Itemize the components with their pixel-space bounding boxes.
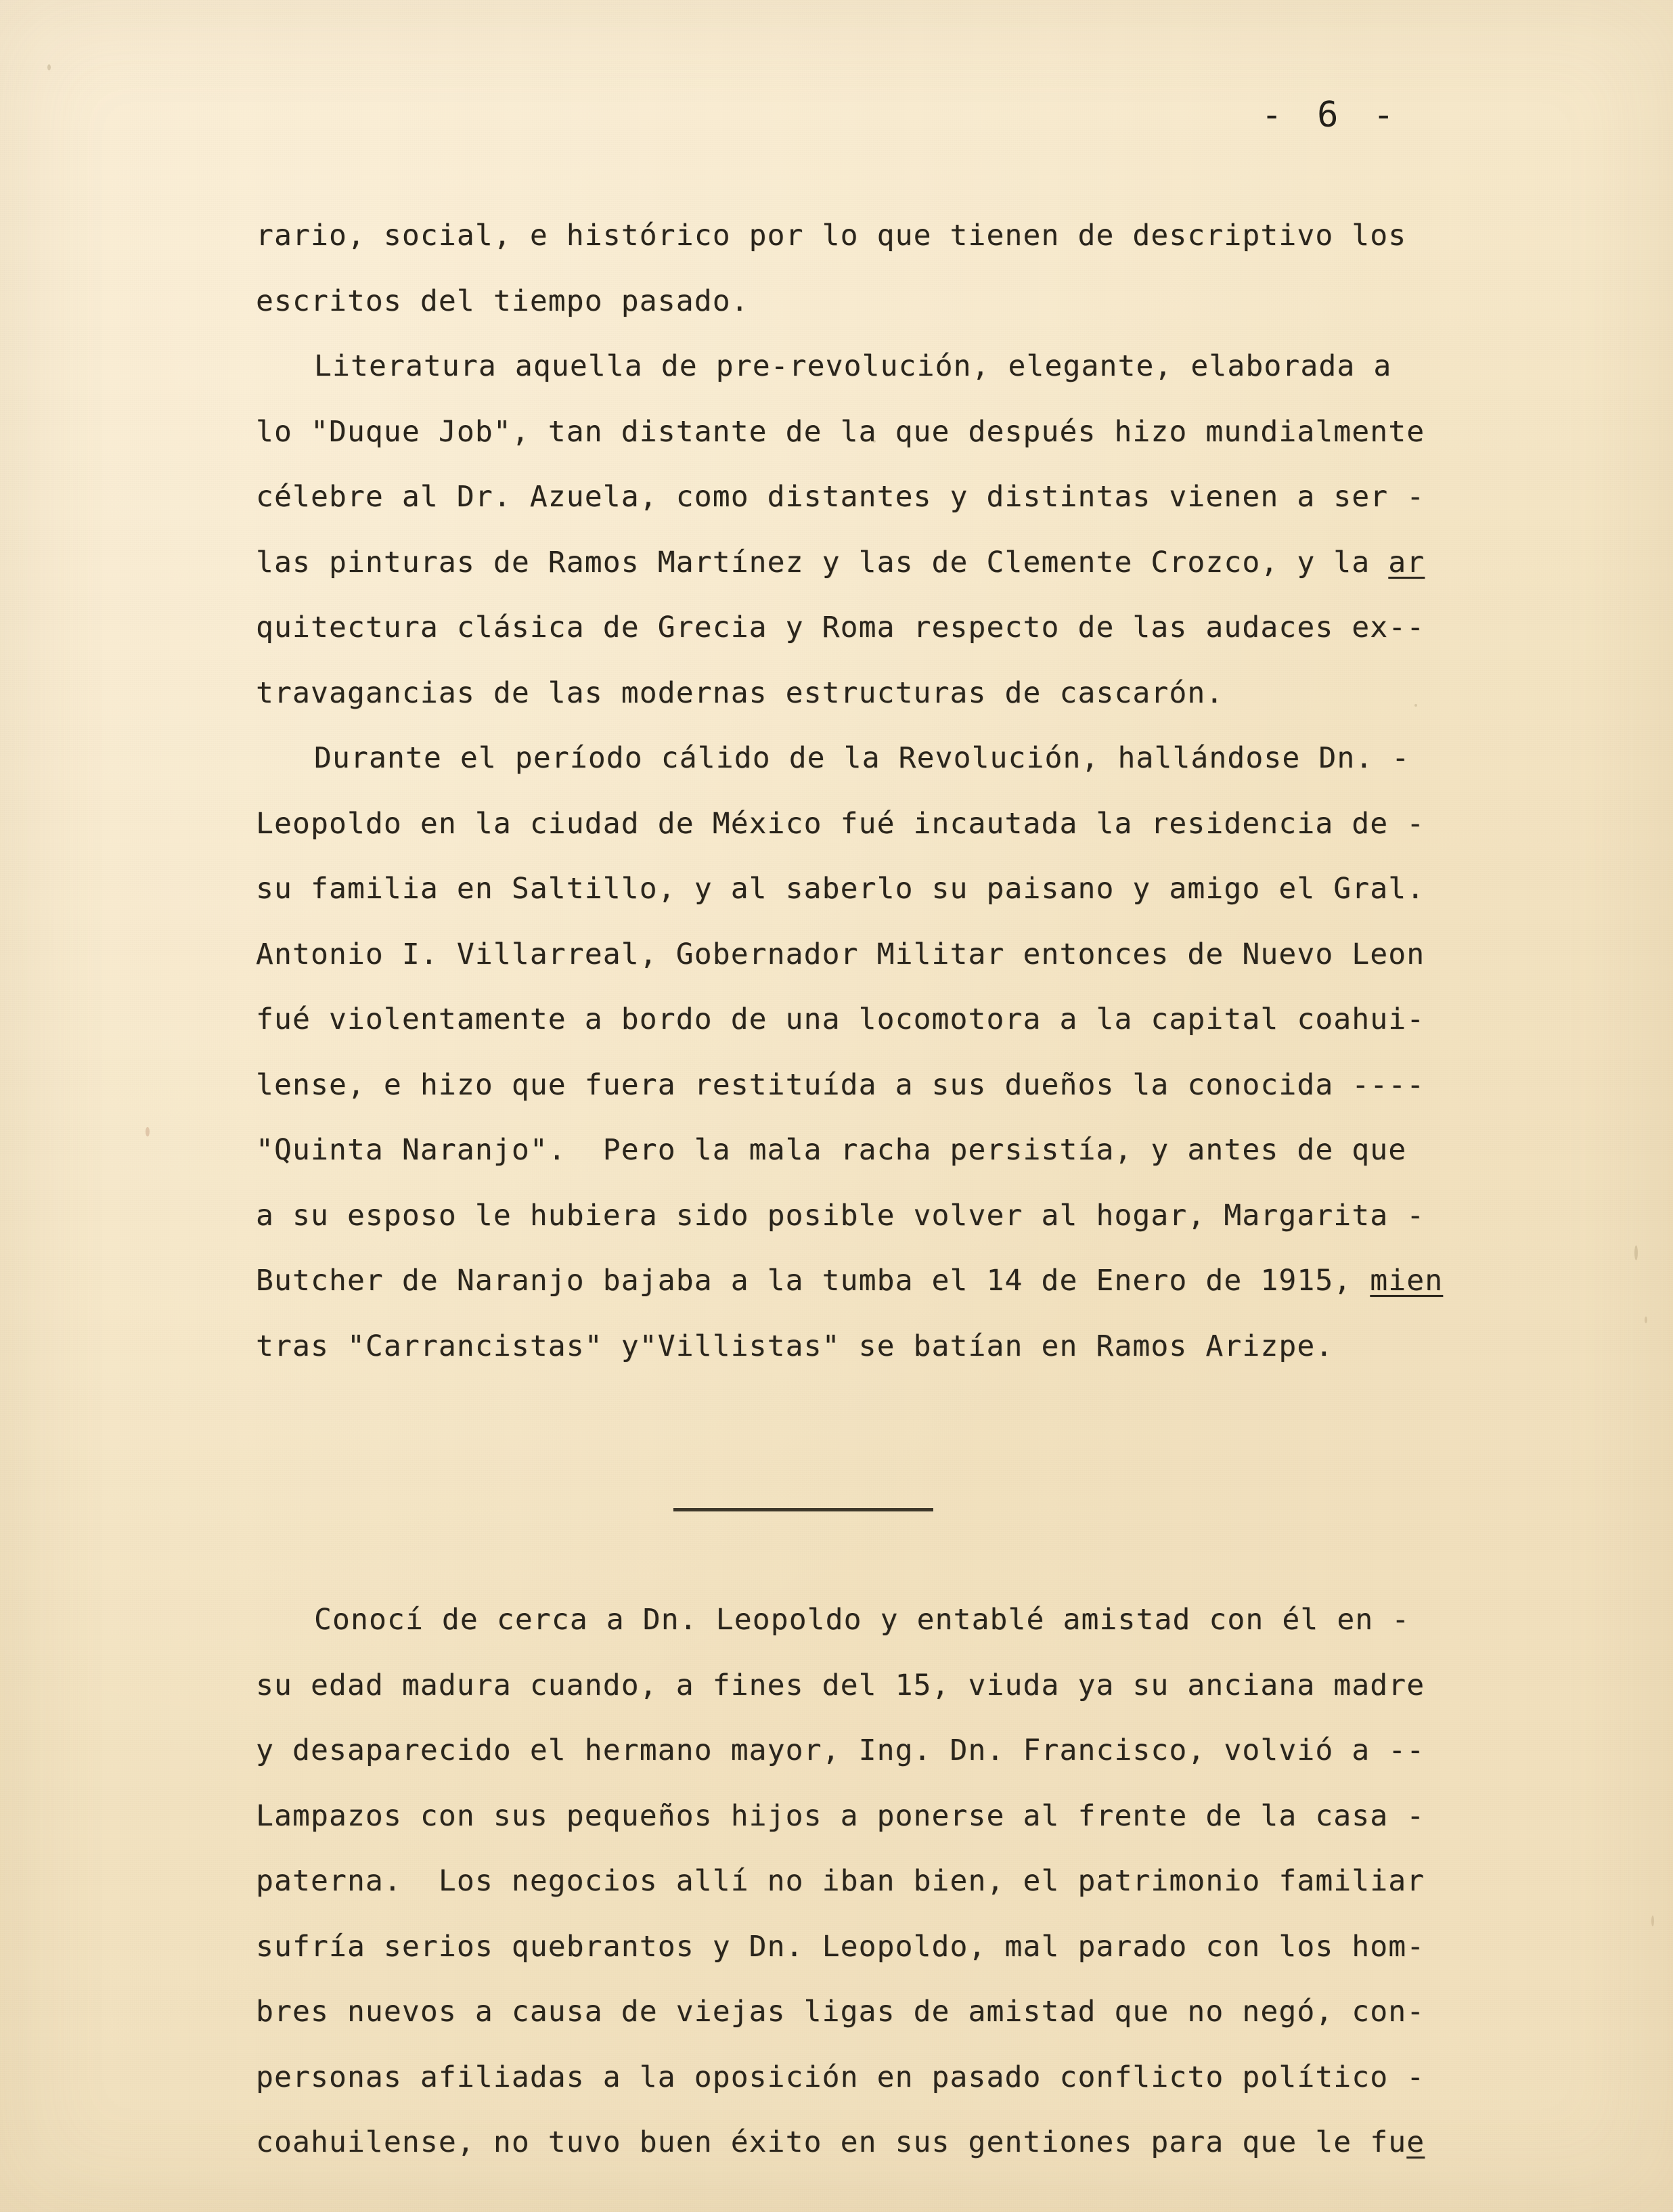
text-line-with-underlined-tail	[256, 2110, 1576, 2175]
paragraph-continuation	[256, 203, 1576, 334]
text-line: Durante el período cálido de la Revolución, hallándose Dn. -	[314, 741, 1410, 775]
text-line: su edad madura cuando, a fines del 15, viuda ya su anciana madre	[256, 1668, 1425, 1702]
text-line: célebre al Dr. Azuela, como distantes y distintas vienen a ser -	[256, 480, 1425, 514]
paper-speck	[1634, 1245, 1638, 1260]
text-line: sufría serios quebrantos y Dn. Leopoldo, mal parado con los hom-	[256, 1929, 1425, 1964]
text-line: bres nuevos a causa de viejas ligas de amistad que no negó, con-	[256, 1995, 1425, 2029]
text-line: y desaparecido el hermano mayor, Ing. Dn. Francisco, volvió a --	[256, 1733, 1425, 1767]
paragraph-literatura	[256, 334, 1576, 726]
text-line-head: las pinturas de Ramos Martínez y las de Clemente Crozco, y la	[256, 545, 1389, 579]
paper-speck	[146, 1127, 150, 1136]
text-line-with-underlined-tail	[256, 1248, 1576, 1314]
paragraph-revolucion	[256, 726, 1576, 1379]
underlined-text-fragment: e	[1406, 2125, 1425, 2159]
body-text-block-top	[256, 203, 1576, 1379]
text-line: tras "Carrancistas" y"Villistas" se batían en Ramos Arizpe.	[256, 1329, 1334, 1363]
text-line: a su esposo le hubiera sido posible volver al hogar, Margarita -	[256, 1198, 1425, 1233]
divider-rule	[673, 1508, 933, 1511]
text-line: paterna. Los negocios allí no iban bien, el patrimonio familiar	[256, 1864, 1425, 1898]
text-line-head: Butcher de Naranjo bajaba a la tumba el 14 de Enero de 1915,	[256, 1264, 1370, 1298]
text-line: fué violentamente a bordo de una locomotora a la capital coahui-	[256, 1002, 1425, 1036]
underlined-text-fragment: mien	[1370, 1264, 1444, 1298]
text-line: personas afiliadas a la oposición en pasado conflicto político -	[256, 2060, 1425, 2094]
text-line: Literatura aquella de pre-revolución, elegante, elaborada a	[314, 349, 1392, 383]
text-line: quitectura clásica de Grecia y Roma respecto de las audaces ex--	[256, 611, 1425, 644]
section-divider	[256, 1504, 1576, 1518]
text-line: Conocí de cerca a Dn. Leopoldo y entablé amistad con él en -	[314, 1603, 1410, 1637]
underlined-text-fragment: ar	[1388, 545, 1425, 579]
text-line: escritos del tiempo pasado.	[256, 284, 749, 318]
text-line: rario, social, e histórico por lo que tienen de descriptivo los	[256, 219, 1407, 252]
body-text-block-bottom	[256, 1587, 1576, 2175]
paper-speck	[47, 64, 51, 70]
text-line: Leopoldo en la ciudad de México fué incautada la residencia de -	[256, 806, 1425, 841]
text-line: Antonio I. Villarreal, Gobernador Militar entonces de Nuevo Leon	[256, 937, 1425, 971]
text-line: Lampazos con sus pequeños hijos a ponerse al frente de la casa -	[256, 1798, 1425, 1833]
paper-speck	[1651, 1916, 1654, 1926]
page-number: - 6 -	[1261, 95, 1401, 135]
text-line: su familia en Saltillo, y al saberlo su paisano y amigo el Gral.	[256, 872, 1425, 906]
text-line: lense, e hizo que fuera restituída a sus dueños la conocida ----	[256, 1067, 1425, 1102]
text-line: "Quinta Naranjo". Pero la mala racha persistía, y antes de que	[256, 1133, 1407, 1167]
text-line-with-underlined-tail	[256, 530, 1576, 596]
text-line: travagancias de las modernas estructuras de cascarón.	[256, 676, 1224, 710]
text-line: lo "Duque Job", tan distante de la que después hizo mundialmente	[256, 414, 1425, 449]
paper-speck	[1645, 1317, 1647, 1323]
paragraph-conoci	[256, 1587, 1576, 2175]
text-line-head: coahuilense, no tuvo buen éxito en sus gentiones para que le fu	[256, 2125, 1407, 2159]
